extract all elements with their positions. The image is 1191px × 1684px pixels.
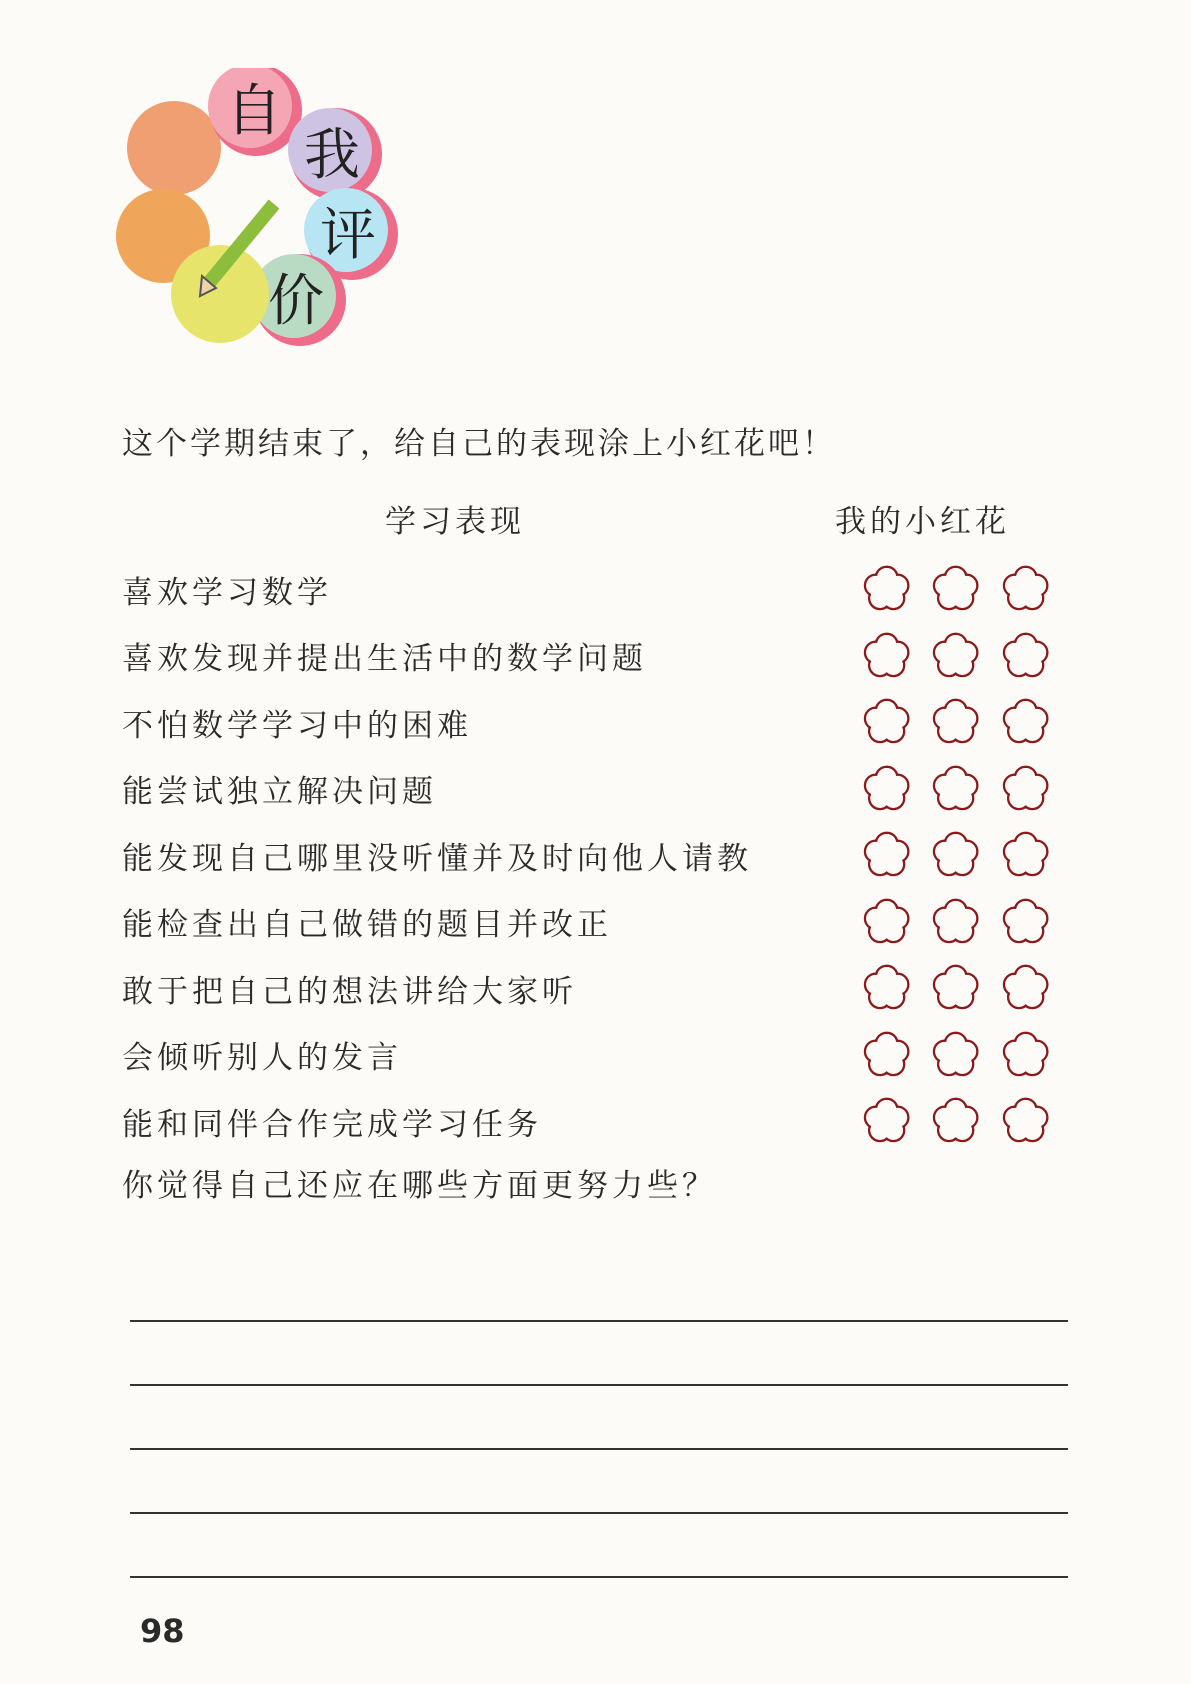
flower-outline-icon[interactable] [999,961,1052,1015]
answer-line[interactable] [130,1514,1068,1578]
flower-rating [860,1094,1052,1148]
table-row [122,1088,1052,1155]
table-row [122,955,1052,1022]
flower-rating [860,629,1052,683]
flower-outline-icon[interactable] [999,695,1052,749]
evaluation-table [122,556,1052,1155]
logo-char-zi: 自 [226,79,282,144]
answer-line[interactable] [130,1450,1068,1514]
table-row [122,756,1052,823]
intro-text: 这个学期结束了，给自己的表现涂上小红花吧！ [122,426,836,462]
page-number: 98 [140,1612,185,1650]
answer-line[interactable] [130,1322,1068,1386]
flower-rating [860,695,1052,749]
row-label: 能检查出自己做错的题目并改正 [122,907,612,944]
row-label: 敢于把自己的想法讲给大家听 [122,973,577,1010]
reflection-question: 你觉得自己还应在哪些方面更努力些？ [122,1168,717,1204]
flower-outline-icon[interactable] [999,1028,1052,1082]
flower-outline-icon[interactable] [860,562,913,616]
flower-outline-icon[interactable] [929,762,982,816]
flower-outline-icon[interactable] [929,961,982,1015]
flower-outline-icon[interactable] [860,895,913,949]
logo-char-jia: 价 [268,269,324,334]
flower-outline-icon[interactable] [999,762,1052,816]
flower-rating [860,961,1052,1015]
flower-outline-icon[interactable] [999,562,1052,616]
flower-outline-icon[interactable] [860,961,913,1015]
table-row [122,889,1052,956]
flower-rating [860,828,1052,882]
flower-outline-icon[interactable] [929,629,982,683]
logo-char-ping: 评 [320,203,376,268]
flower-outline-icon[interactable] [999,629,1052,683]
flower-outline-icon[interactable] [860,695,913,749]
flower-rating [860,895,1052,949]
table-row [122,1022,1052,1089]
answer-line[interactable] [130,1386,1068,1450]
flower-rating [860,762,1052,816]
flower-outline-icon[interactable] [929,828,982,882]
flower-rating [860,1028,1052,1082]
flower-outline-icon[interactable] [929,1094,982,1148]
flower-outline-icon[interactable] [999,1094,1052,1148]
flower-outline-icon[interactable] [999,895,1052,949]
answer-lines [130,1258,1068,1578]
flower-outline-icon[interactable] [929,695,982,749]
table-row [122,689,1052,756]
row-label: 喜欢学习数学 [122,574,332,611]
row-label: 会倾听别人的发言 [122,1040,402,1077]
row-label: 能发现自己哪里没听懂并及时向他人请教 [122,840,752,877]
flower-outline-icon[interactable] [860,629,913,683]
flower-outline-icon[interactable] [860,1094,913,1148]
flower-outline-icon[interactable] [860,828,913,882]
row-label: 能和同伴合作完成学习任务 [122,1106,542,1143]
flower-outline-icon[interactable] [929,562,982,616]
column-header-flowers: 我的小红花 [835,504,1010,540]
row-label: 能尝试独立解决问题 [122,774,437,811]
flower-rating [860,562,1052,616]
self-evaluation-logo [108,68,428,368]
row-label: 不怕数学学习中的困难 [122,707,472,744]
flower-outline-icon[interactable] [999,828,1052,882]
table-row [122,822,1052,889]
table-row [122,556,1052,623]
row-label: 喜欢发现并提出生活中的数学问题 [122,641,647,678]
column-header-performance: 学习表现 [385,504,525,540]
logo-char-wo: 我 [304,123,360,188]
flower-outline-icon[interactable] [929,1028,982,1082]
table-row [122,623,1052,690]
flower-outline-icon[interactable] [929,895,982,949]
answer-line[interactable] [130,1258,1068,1322]
flower-outline-icon[interactable] [860,1028,913,1082]
flower-outline-icon[interactable] [860,762,913,816]
